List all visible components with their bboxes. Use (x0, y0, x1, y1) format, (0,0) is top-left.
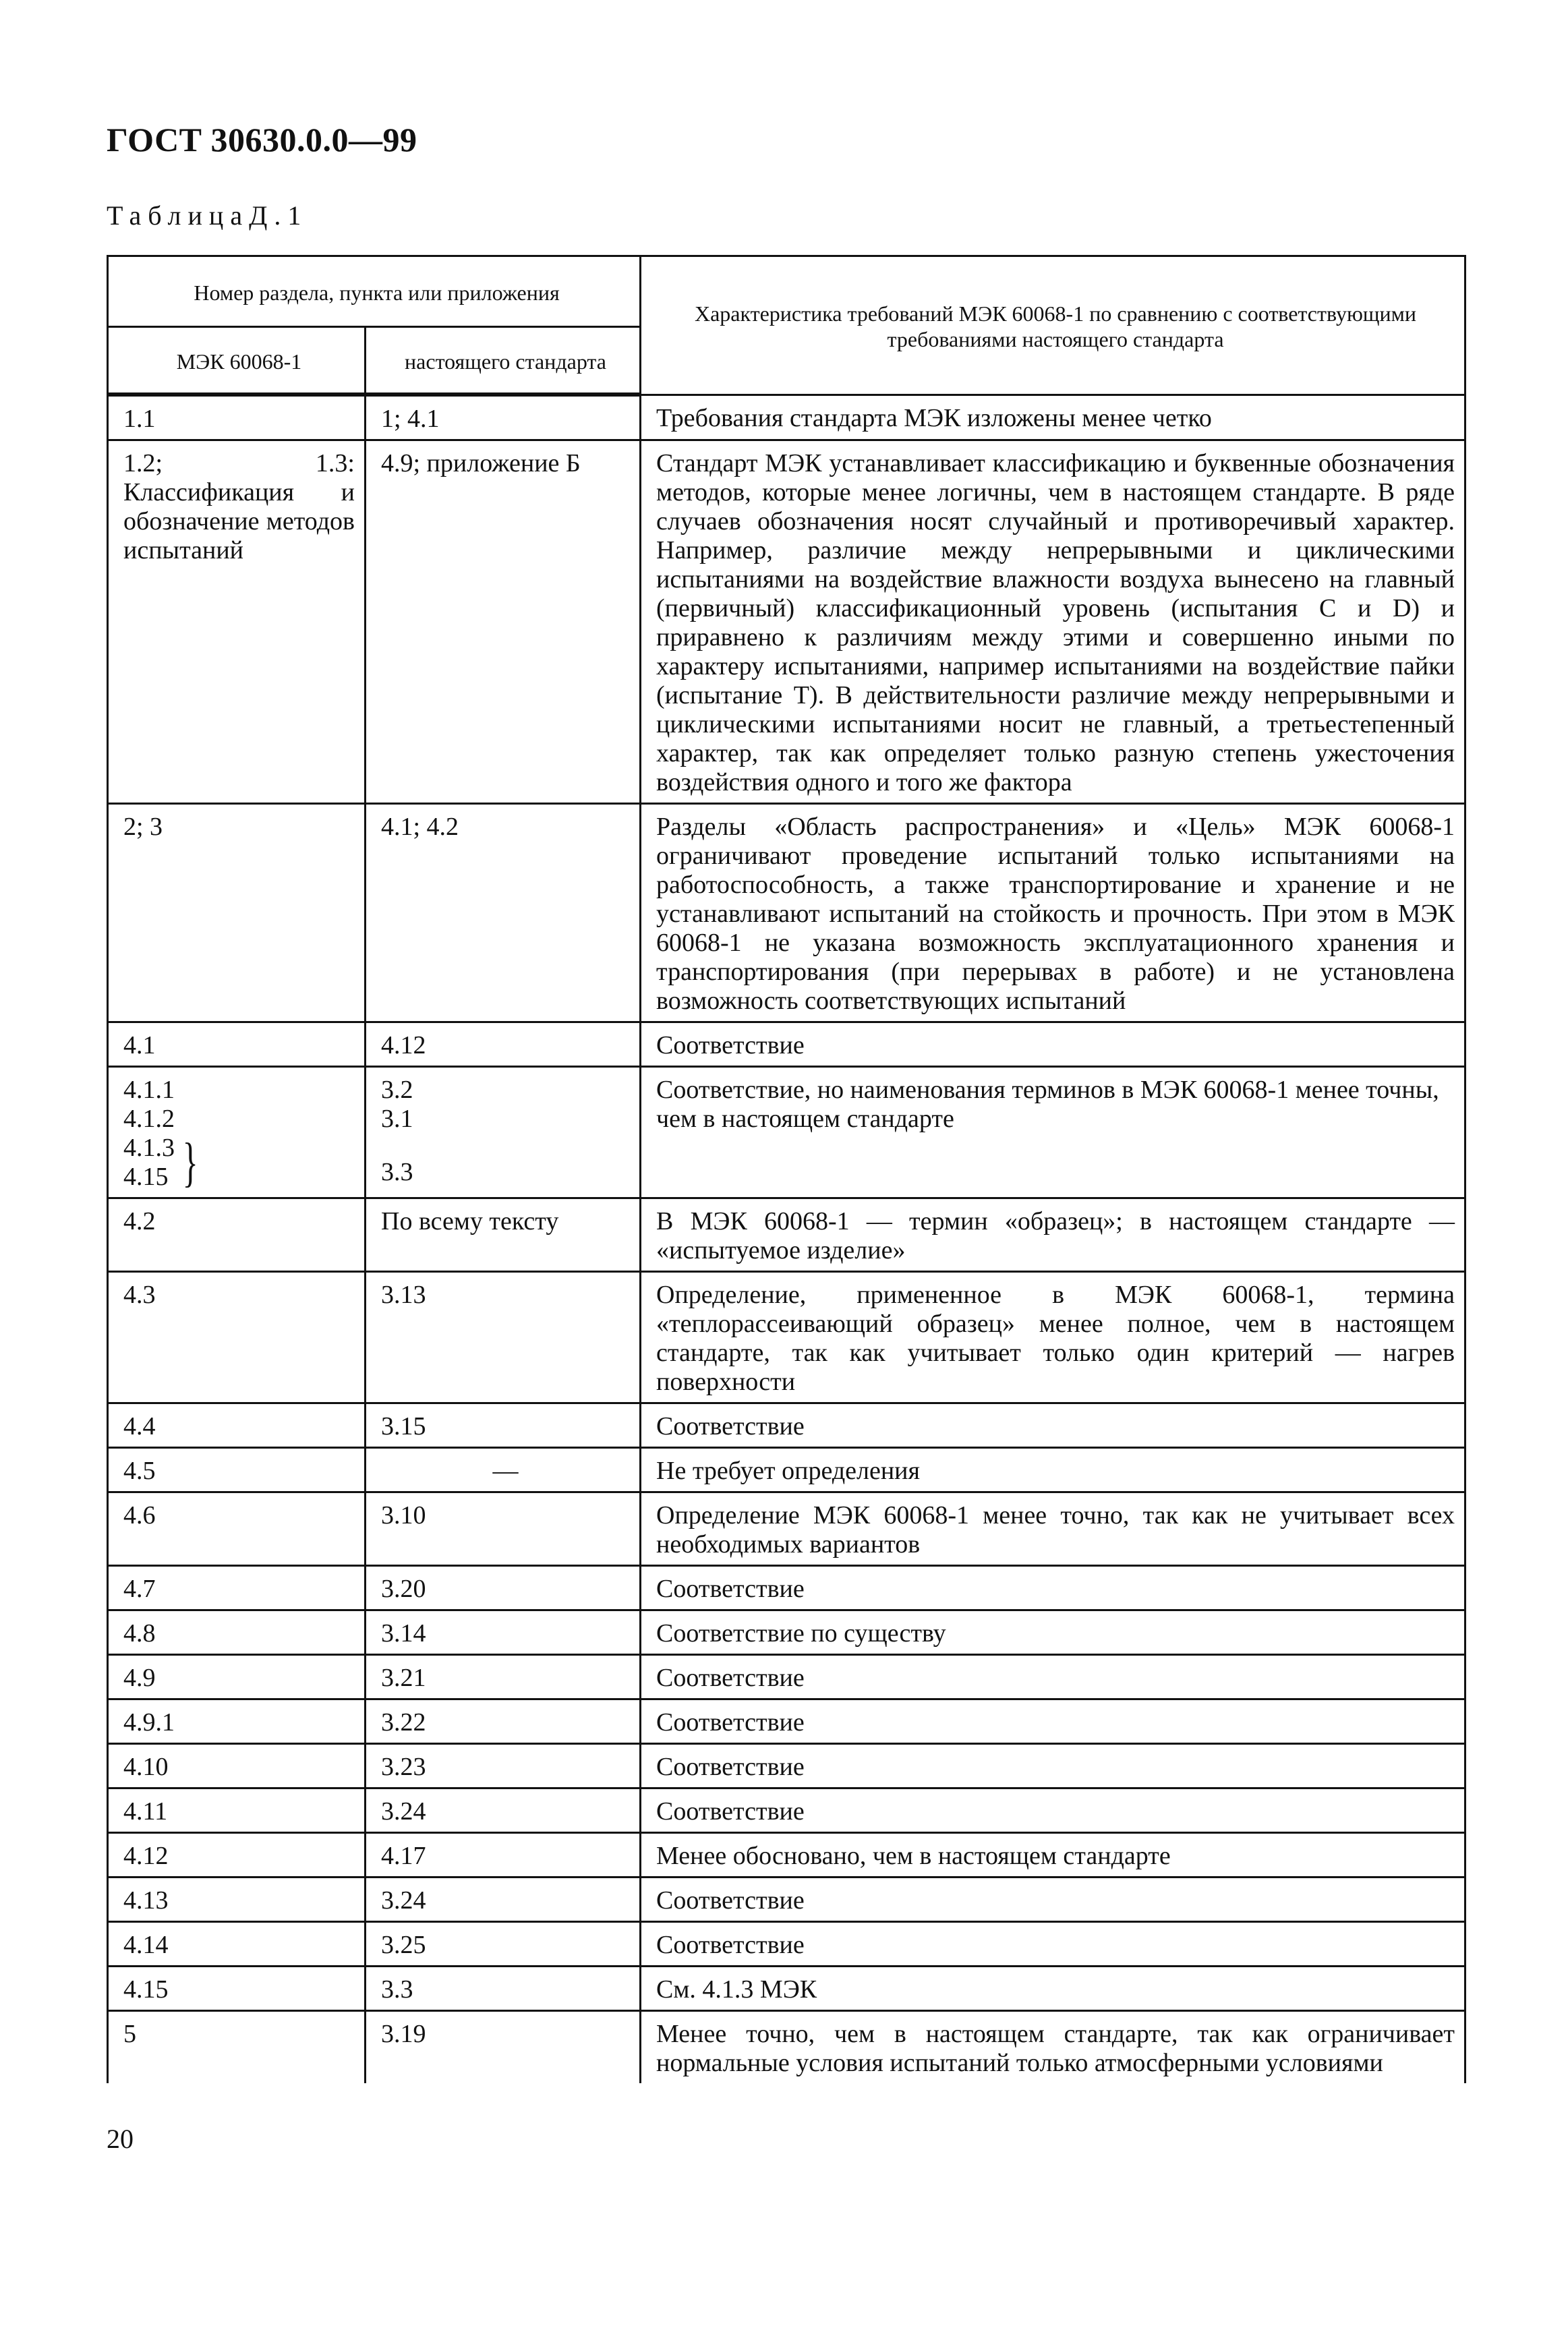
cell-iec: 4.11 (108, 1788, 366, 1833)
cell-standard: 3.22 (366, 1699, 641, 1744)
cell-standard: 3.14 (366, 1610, 641, 1655)
cell-standard: 3.24 (366, 1788, 641, 1833)
cell-iec: 2; 3 (108, 804, 366, 1022)
table-row (108, 1198, 1465, 1272)
table-row (108, 395, 1465, 440)
table-row (108, 1566, 1465, 1610)
right-brace-icon: } (182, 1133, 198, 1192)
table-row (108, 1403, 1465, 1448)
table-row (108, 1067, 1465, 1198)
cell-iec: 4.1.2 (123, 1105, 175, 1133)
table-row (108, 1878, 1465, 1922)
table-row (108, 1967, 1465, 2011)
table-row (108, 1272, 1465, 1403)
cell-standard: 3.21 (366, 1655, 641, 1699)
cell-description: Стандарт МЭК устанавливает классификацию и буквенные обозначения методов, которые менее логичны, чем в настоящем стандарте. В ряде случаев обозначения носят случайный и противоречивый характер. Например, различие между непрерывными и циклическими испытаниями на воздействие влажности воздуха вынесено на главный (первичный) классификационный уровень (испытания C и D) и приравнено к различиям между этими и совершенно иными по характеру испытаниями, например испытаниями на воздействие пайки (испытание T). В действительности различие между непрерывными и циклическими испытаниями носит не главный, а третьестепенный характер, так как определяет только разную степень ужесточения воздействия одного и того же фактора (641, 440, 1465, 804)
cell-iec: 4.1.1 (123, 1076, 175, 1104)
cell-standard: 3.20 (366, 1566, 641, 1610)
cell-standard: 4.17 (366, 1833, 641, 1878)
brace-group (123, 1134, 355, 1192)
cell-iec: 4.3 (108, 1272, 366, 1403)
cell-description: Соответствие (641, 1922, 1465, 1967)
table-row (108, 2011, 1465, 2084)
cell-description: См. 4.1.3 МЭК (641, 1967, 1465, 2011)
cell-iec: 5 (108, 2011, 366, 2084)
cell-description: В МЭК 60068-1 — термин «образец»; в настоящем стандарте — «испытуемое изделие» (641, 1198, 1465, 1272)
cell-description: Соответствие по существу (641, 1610, 1465, 1655)
cell-iec: 4.1.3 (123, 1134, 175, 1162)
cell-iec: 4.10 (108, 1744, 366, 1788)
cell-standard: 4.9; приложение Б (366, 440, 641, 804)
cell-description: Соответствие (641, 1403, 1465, 1448)
cell-standard: 3.24 (366, 1878, 641, 1922)
cell-description: Соответствие (641, 1566, 1465, 1610)
cell-standard: 3.3 (381, 1158, 413, 1186)
cell-iec: 4.6 (108, 1492, 366, 1566)
cell-iec: 4.8 (108, 1610, 366, 1655)
cell-standard: 3.19 (366, 2011, 641, 2084)
comparison-table (107, 255, 1466, 2083)
cell-iec: 1.2; 1.3: Классификация и обозначение методов испытаний (108, 440, 366, 804)
cell-iec: 1.1 (108, 395, 366, 440)
cell-iec-group (108, 1067, 366, 1198)
header-section-number: Номер раздела, пункта или приложения (108, 256, 641, 327)
cell-standard-group (366, 1067, 641, 1198)
cell-iec: 4.9 (108, 1655, 366, 1699)
cell-iec: 4.5 (108, 1448, 366, 1492)
header-iec: МЭК 60068-1 (108, 327, 366, 395)
cell-iec: 4.1 (108, 1022, 366, 1067)
cell-iec: 4.14 (108, 1922, 366, 1967)
table-row (108, 1610, 1465, 1655)
cell-standard: 3.13 (366, 1272, 641, 1403)
cell-iec: 4.2 (108, 1198, 366, 1272)
cell-iec: 4.13 (108, 1878, 366, 1922)
page-number: 20 (107, 2124, 134, 2154)
cell-iec: 4.4 (108, 1403, 366, 1448)
cell-standard: 3.15 (366, 1403, 641, 1448)
table-caption: ТаблицаД.1 (107, 200, 308, 231)
cell-standard: По всему тексту (366, 1198, 641, 1272)
cell-description: Соответствие (641, 1878, 1465, 1922)
table-row (108, 1655, 1465, 1699)
cell-description: Разделы «Область распространения» и «Цель» МЭК 60068-1 ограничивают проведение испытаний только испытаниями на работоспособность, а также транспортирование и хранение и не устанавливают испытаний на стойкость и прочность. При этом в МЭК 60068-1 не указана возможность эксплуатационного хранения и транспортирования (при перерывах в работе) и не установлена возможность соответствующих испытаний (641, 804, 1465, 1022)
cell-iec: 4.15 (123, 1163, 169, 1191)
cell-standard: 3.3 (366, 1967, 641, 2011)
cell-description: Соответствие (641, 1744, 1465, 1788)
cell-description: Определение МЭК 60068-1 менее точно, так как не учитывает всех необходимых вариантов (641, 1492, 1465, 1566)
cell-iec: 4.12 (108, 1833, 366, 1878)
table-row (108, 1492, 1465, 1566)
document-title: ГОСТ 30630.0.0—99 (107, 121, 417, 158)
cell-standard: 4.12 (366, 1022, 641, 1067)
cell-standard: 3.10 (366, 1492, 641, 1566)
cell-description: Не требует определения (641, 1448, 1465, 1492)
cell-description: Соответствие (641, 1699, 1465, 1744)
cell-standard: 1; 4.1 (366, 395, 641, 440)
cell-description: Соответствие (641, 1022, 1465, 1067)
cell-description: Требования стандарта МЭК изложены менее четко (641, 395, 1465, 440)
table-row (108, 1788, 1465, 1833)
cell-description: Соответствие (641, 1788, 1465, 1833)
table-row (108, 1022, 1465, 1067)
cell-iec: 4.15 (108, 1967, 366, 2011)
cell-description: Менее обосновано, чем в настоящем стандарте (641, 1833, 1465, 1878)
cell-standard: 4.1; 4.2 (366, 804, 641, 1022)
table-row (108, 1448, 1465, 1492)
cell-standard: — (366, 1448, 641, 1492)
table-row (108, 1699, 1465, 1744)
cell-description: Соответствие (641, 1655, 1465, 1699)
table-row (108, 1922, 1465, 1967)
header-standard: настоящего стандарта (366, 327, 641, 395)
cell-iec: 4.7 (108, 1566, 366, 1610)
table-row (108, 1744, 1465, 1788)
cell-standard: 3.23 (366, 1744, 641, 1788)
cell-description: Определение, примененное в МЭК 60068-1, термина «теплорассеивающий образец» менее полное, чем в настоящем стандарте, так как учитывает только один критерий — нагрев поверхности (641, 1272, 1465, 1403)
header-characteristic: Характеристика требований МЭК 60068-1 по сравнению с соответствующими требованиями настоящего стандарта (641, 256, 1465, 395)
table-row (108, 804, 1465, 1022)
table-row (108, 440, 1465, 804)
cell-description: Менее точно, чем в настоящем стандарте, так как ограничивает нормальные условия испытаний только атмосферными условиями (641, 2011, 1465, 2084)
cell-standard: 3.1 (381, 1105, 413, 1133)
cell-description: Соответствие, но наименования терминов в МЭК 60068-1 менее точны, чем в настоящем стандарте (641, 1067, 1465, 1198)
cell-standard: 3.2 (381, 1076, 413, 1104)
cell-standard: 3.25 (366, 1922, 641, 1967)
cell-iec: 4.9.1 (108, 1699, 366, 1744)
table-row (108, 1833, 1465, 1878)
